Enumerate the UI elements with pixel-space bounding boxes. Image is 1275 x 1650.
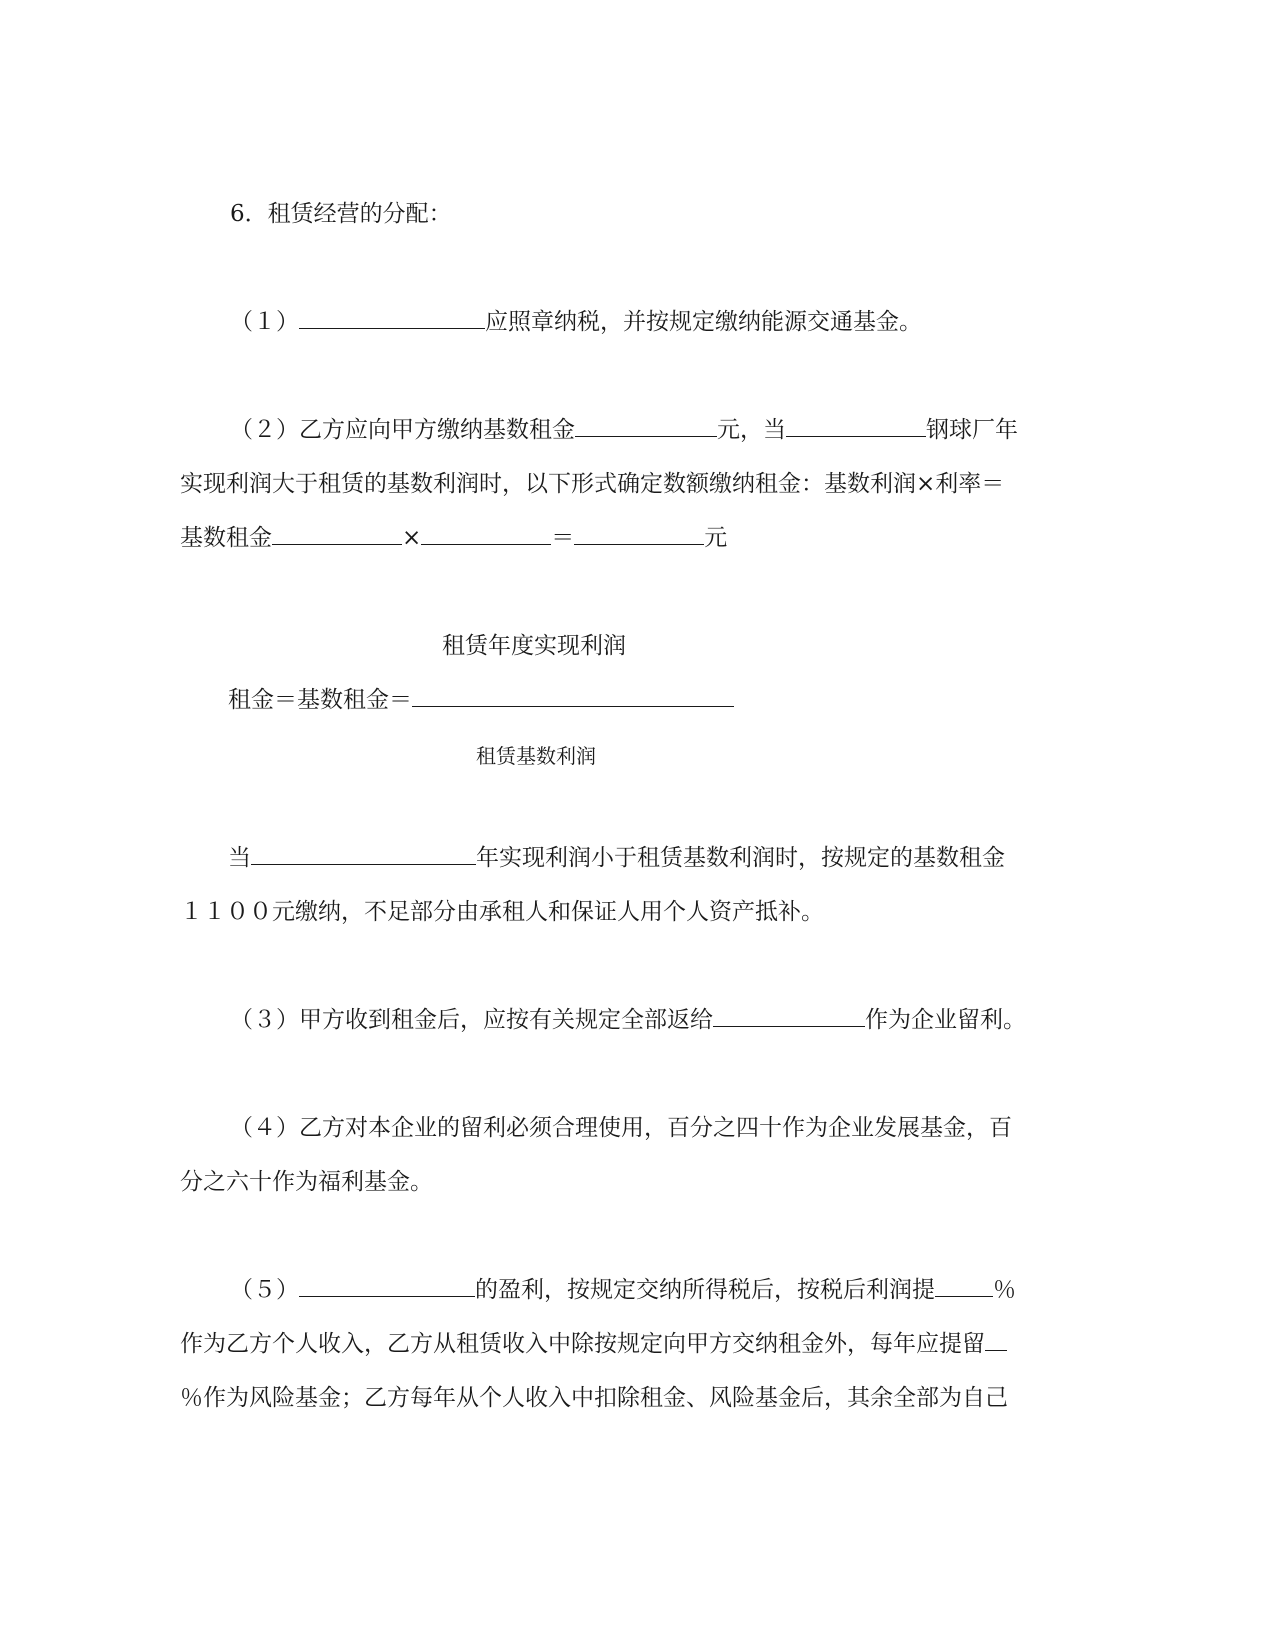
item-4-line-1: （４）乙方对本企业的留利必须合理使用，百分之四十作为企业发展基金，百 — [230, 1115, 1012, 1141]
fraction-bar — [412, 684, 734, 707]
item-2-line-1: （２）乙方应向甲方缴纳基数租金 元，当 钢球厂年 — [230, 414, 1018, 446]
item-4-line-2: 分之六十作为福利基金。 — [180, 1169, 433, 1195]
base-profit-blank[interactable] — [272, 522, 402, 545]
formula-lhs: 租金＝基数租金＝ — [228, 684, 734, 716]
year-blank[interactable] — [786, 414, 926, 437]
shortfall-year-blank[interactable] — [251, 842, 476, 865]
item-5-line-2: 作为乙方个人收入，乙方从租赁收入中除按规定向甲方交纳租金外，每年应提留 — [180, 1328, 1007, 1360]
shortfall-line-1: 当 年实现利润小于租赁基数利润时，按规定的基数租金 — [228, 842, 1005, 874]
blank-field[interactable] — [299, 306, 485, 329]
item-2-line-2: 实现利润大于租赁的基数利润时，以下形式确定数额缴纳租金：基数利润×利率＝ — [180, 471, 1005, 497]
item-3: （３）甲方收到租金后，应按有关规定全部返给 作为企业留利。 — [230, 1004, 1026, 1036]
base-rent-blank[interactable] — [575, 414, 717, 437]
section-heading: 6．租赁经营的分配： — [230, 201, 452, 227]
risk-percent-blank[interactable] — [985, 1328, 1007, 1351]
profit-entity-blank[interactable] — [299, 1274, 475, 1297]
return-to-blank[interactable] — [713, 1004, 865, 1027]
result-blank[interactable] — [574, 522, 704, 545]
formula-numerator: 租赁年度实现利润 — [442, 633, 626, 659]
item-5-line-3: ％作为风险基金；乙方每年从个人收入中扣除租金、风险基金后，其余全部为自己 — [180, 1385, 1008, 1411]
formula-denominator: 租赁基数利润 — [476, 744, 596, 768]
item-2-line-3: 基数租金 × ＝ 元 — [180, 522, 727, 554]
rate-blank[interactable] — [421, 522, 551, 545]
item-1: （１） 应照章纳税，并按规定缴纳能源交通基金。 — [230, 306, 922, 338]
item-5-line-1: （５） 的盈利，按规定交纳所得税后，按税后利润提 ％ — [230, 1274, 1016, 1306]
percent-blank[interactable] — [935, 1274, 993, 1297]
shortfall-line-2: １１００元缴纳，不足部分由承租人和保证人用个人资产抵补。 — [180, 899, 824, 925]
